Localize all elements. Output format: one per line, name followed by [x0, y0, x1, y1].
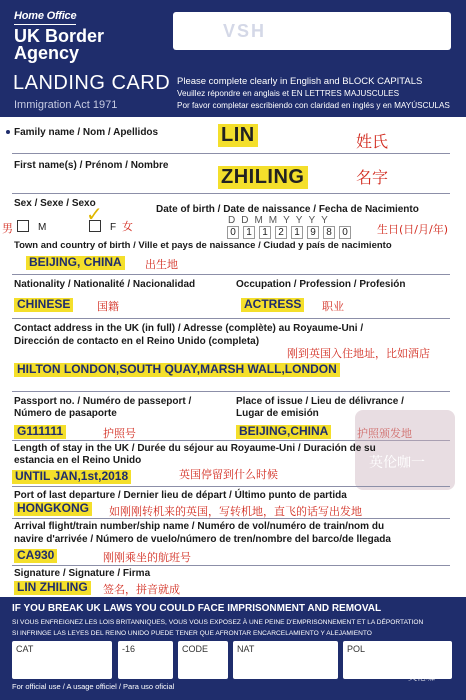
passport-note: 护照号	[103, 427, 136, 440]
brand-watermark: 英伦咖	[408, 673, 436, 683]
official-box-label: CODE	[182, 644, 209, 654]
dob-format: DDMMYYYY	[228, 215, 334, 226]
stay-note: 英国停留到什么时候	[179, 468, 278, 481]
agency-line-1: UK Border	[14, 26, 105, 46]
warning-fr: SI VOUS ENFREIGNEZ LES LOIS BRITANNIQUES, VOUS VOUS EXPOSEZ À UNE PEINE D'EMPRISONNEMENT ET LA DÉPORTATION	[12, 619, 424, 626]
divider	[12, 153, 450, 154]
signature-value[interactable]: LIN ZHILING	[14, 581, 91, 595]
occupation-value[interactable]: ACTRESS	[241, 298, 304, 312]
stay-label-2: estancia en el Reino Unido	[14, 455, 142, 466]
first-name-value[interactable]: ZHILING	[218, 166, 308, 189]
passport-label-2: Número de pasaporte	[14, 408, 117, 419]
dob-digit[interactable]: 1	[259, 226, 271, 239]
flight-note: 刚刚乘坐的航班号	[103, 551, 191, 564]
dob-note: 生日(日/月/年)	[377, 223, 448, 236]
watermark-text: 英伦咖一	[369, 455, 425, 471]
divider	[12, 486, 450, 487]
divider	[12, 518, 450, 519]
official-box-code[interactable]	[178, 641, 228, 679]
divider	[12, 565, 450, 566]
issue-place-label-1: Place of issue / Lieu de délivrance /	[236, 396, 404, 407]
male-checkbox[interactable]	[17, 220, 29, 232]
birthplace-note: 出生地	[145, 258, 178, 271]
official-box-label: NAT	[237, 644, 255, 654]
official-box-label: CAT	[16, 644, 34, 654]
official-use-label: For official use / A usage officiel / Para uso oficial	[12, 682, 175, 691]
birthplace-value[interactable]: BEIJING, CHINA	[26, 256, 125, 270]
dob-digit[interactable]: 0	[227, 226, 239, 239]
departure-note: 如刚刚转机来的英国，写转机地，直飞的话写出发地	[109, 505, 362, 518]
male-label: M	[38, 222, 47, 233]
official-box-cat[interactable]	[12, 641, 112, 679]
signature-note: 签名，拼音就成	[103, 583, 180, 596]
serial-box	[173, 12, 451, 50]
birthplace-label: Town and country of birth / Ville et pays de naissance / Ciudad y país de nacimiento	[14, 240, 392, 251]
serial-faint-text: VSH	[223, 21, 267, 41]
divider	[12, 391, 450, 392]
stay-label-1: Length of stay in the UK / Durée du séjour au Royaume-Uni / Duración de su	[14, 443, 376, 454]
address-note: 刚到英国入住地址，比如酒店	[287, 347, 430, 360]
first-name-label: First name(s) / Prénom / Nombre	[14, 160, 169, 171]
divider	[12, 274, 450, 275]
sex-label: Sex / Sexe / Sexo	[14, 198, 96, 209]
bullet-icon	[6, 130, 10, 134]
divider	[12, 193, 450, 194]
completion-instructions	[177, 76, 450, 112]
issue-place-note: 护照颁发地	[357, 427, 412, 440]
instruction-es: Por favor completar escribiendo con claridad en inglés y en MAYÚSCULAS	[177, 101, 450, 110]
agency-line-2: Agency	[14, 43, 80, 63]
first-name-note: 名字	[356, 168, 389, 187]
issue-place-label-2: Lugar de emisión	[236, 408, 319, 419]
dob-label: Date of birth / Date de naissance / Fecha de Nacimiento	[156, 204, 419, 215]
male-note: 男	[2, 222, 13, 235]
address-value[interactable]: HILTON LONDON,SOUTH QUAY,MARSH WALL,LONDON	[14, 363, 340, 377]
address-label-2: Dirección de contacto en el Reino Unido (completa)	[14, 336, 260, 347]
agency-name	[14, 28, 104, 62]
warning-es: SI INFRINGE LAS LEYES DEL REINO UNIDO PUEDE TENER QUE AFRONTAR ENCARCELAMIENTO Y ALEJAMIENTO	[12, 630, 372, 637]
dob-digit[interactable]: 0	[339, 226, 351, 239]
act-reference: Immigration Act 1971	[14, 99, 118, 111]
flight-label-1: Arrival flight/train number/ship name / Numéro de vol/numéro de train/nom du	[14, 521, 385, 532]
flight-value[interactable]: CA930	[14, 549, 57, 563]
signature-label: Signature / Signature / Firma	[14, 568, 151, 579]
departure-value[interactable]: HONGKONG	[14, 502, 92, 516]
departure-label: Port of last departure / Dernier lieu de départ / Último punto de partida	[14, 490, 347, 501]
female-label: F	[110, 222, 117, 233]
dob-digit[interactable]: 8	[323, 226, 335, 239]
form-title: LANDING CARD	[13, 72, 171, 94]
card-footer	[0, 597, 466, 700]
dob-digit[interactable]: 1	[291, 226, 303, 239]
issue-place-value[interactable]: BEIJING,CHINA	[236, 425, 331, 439]
dob-digit[interactable]: 1	[243, 226, 255, 239]
card-header	[0, 0, 466, 117]
family-name-label: Family name / Nom / Apellidos	[14, 127, 159, 138]
family-name-note: 姓氏	[356, 132, 389, 151]
female-note: 女	[122, 220, 133, 233]
instruction-fr: Veuillez répondre en anglais et EN LETTRES MAJUSCULES	[177, 89, 400, 98]
divider	[12, 318, 450, 319]
official-box-16[interactable]	[118, 641, 173, 679]
instruction-en: Please complete clearly in English and BLOCK CAPITALS	[177, 76, 423, 87]
official-box-nat[interactable]	[233, 641, 338, 679]
nationality-label: Nationality / Nationalité / Nacionalidad	[14, 279, 196, 290]
passport-value[interactable]: G111111	[14, 425, 66, 439]
nationality-note: 国籍	[97, 300, 119, 313]
warning-en: IF YOU BREAK UK LAWS YOU COULD FACE IMPRISONMENT AND REMOVAL	[12, 603, 382, 614]
passport-label-1: Passport no. / Numéro de passeport /	[14, 396, 192, 407]
flight-label-2: navire d'arrivée / Número de vuelo/número de tren/nombre del barco/de llegada	[14, 534, 391, 545]
family-name-value[interactable]: LIN	[218, 124, 258, 147]
address-label-1: Contact address in the UK (in full) / Adresse (complète) au Royaume-Uni /	[14, 323, 364, 334]
occupation-note: 职业	[322, 300, 344, 313]
nationality-value[interactable]: CHINESE	[14, 298, 73, 312]
check-mark-icon: ✓	[86, 202, 103, 226]
stay-value[interactable]: UNTIL JAN,1st,2018	[12, 470, 131, 484]
official-box-label: -16	[122, 644, 136, 654]
official-box-pol[interactable]	[343, 641, 452, 679]
official-box-label: POL	[347, 644, 366, 654]
home-office-logo: Home Office	[14, 10, 77, 22]
occupation-label: Occupation / Profession / Profesión	[236, 279, 406, 290]
dob-digit[interactable]: 2	[275, 226, 287, 239]
dob-digit[interactable]: 9	[307, 226, 319, 239]
